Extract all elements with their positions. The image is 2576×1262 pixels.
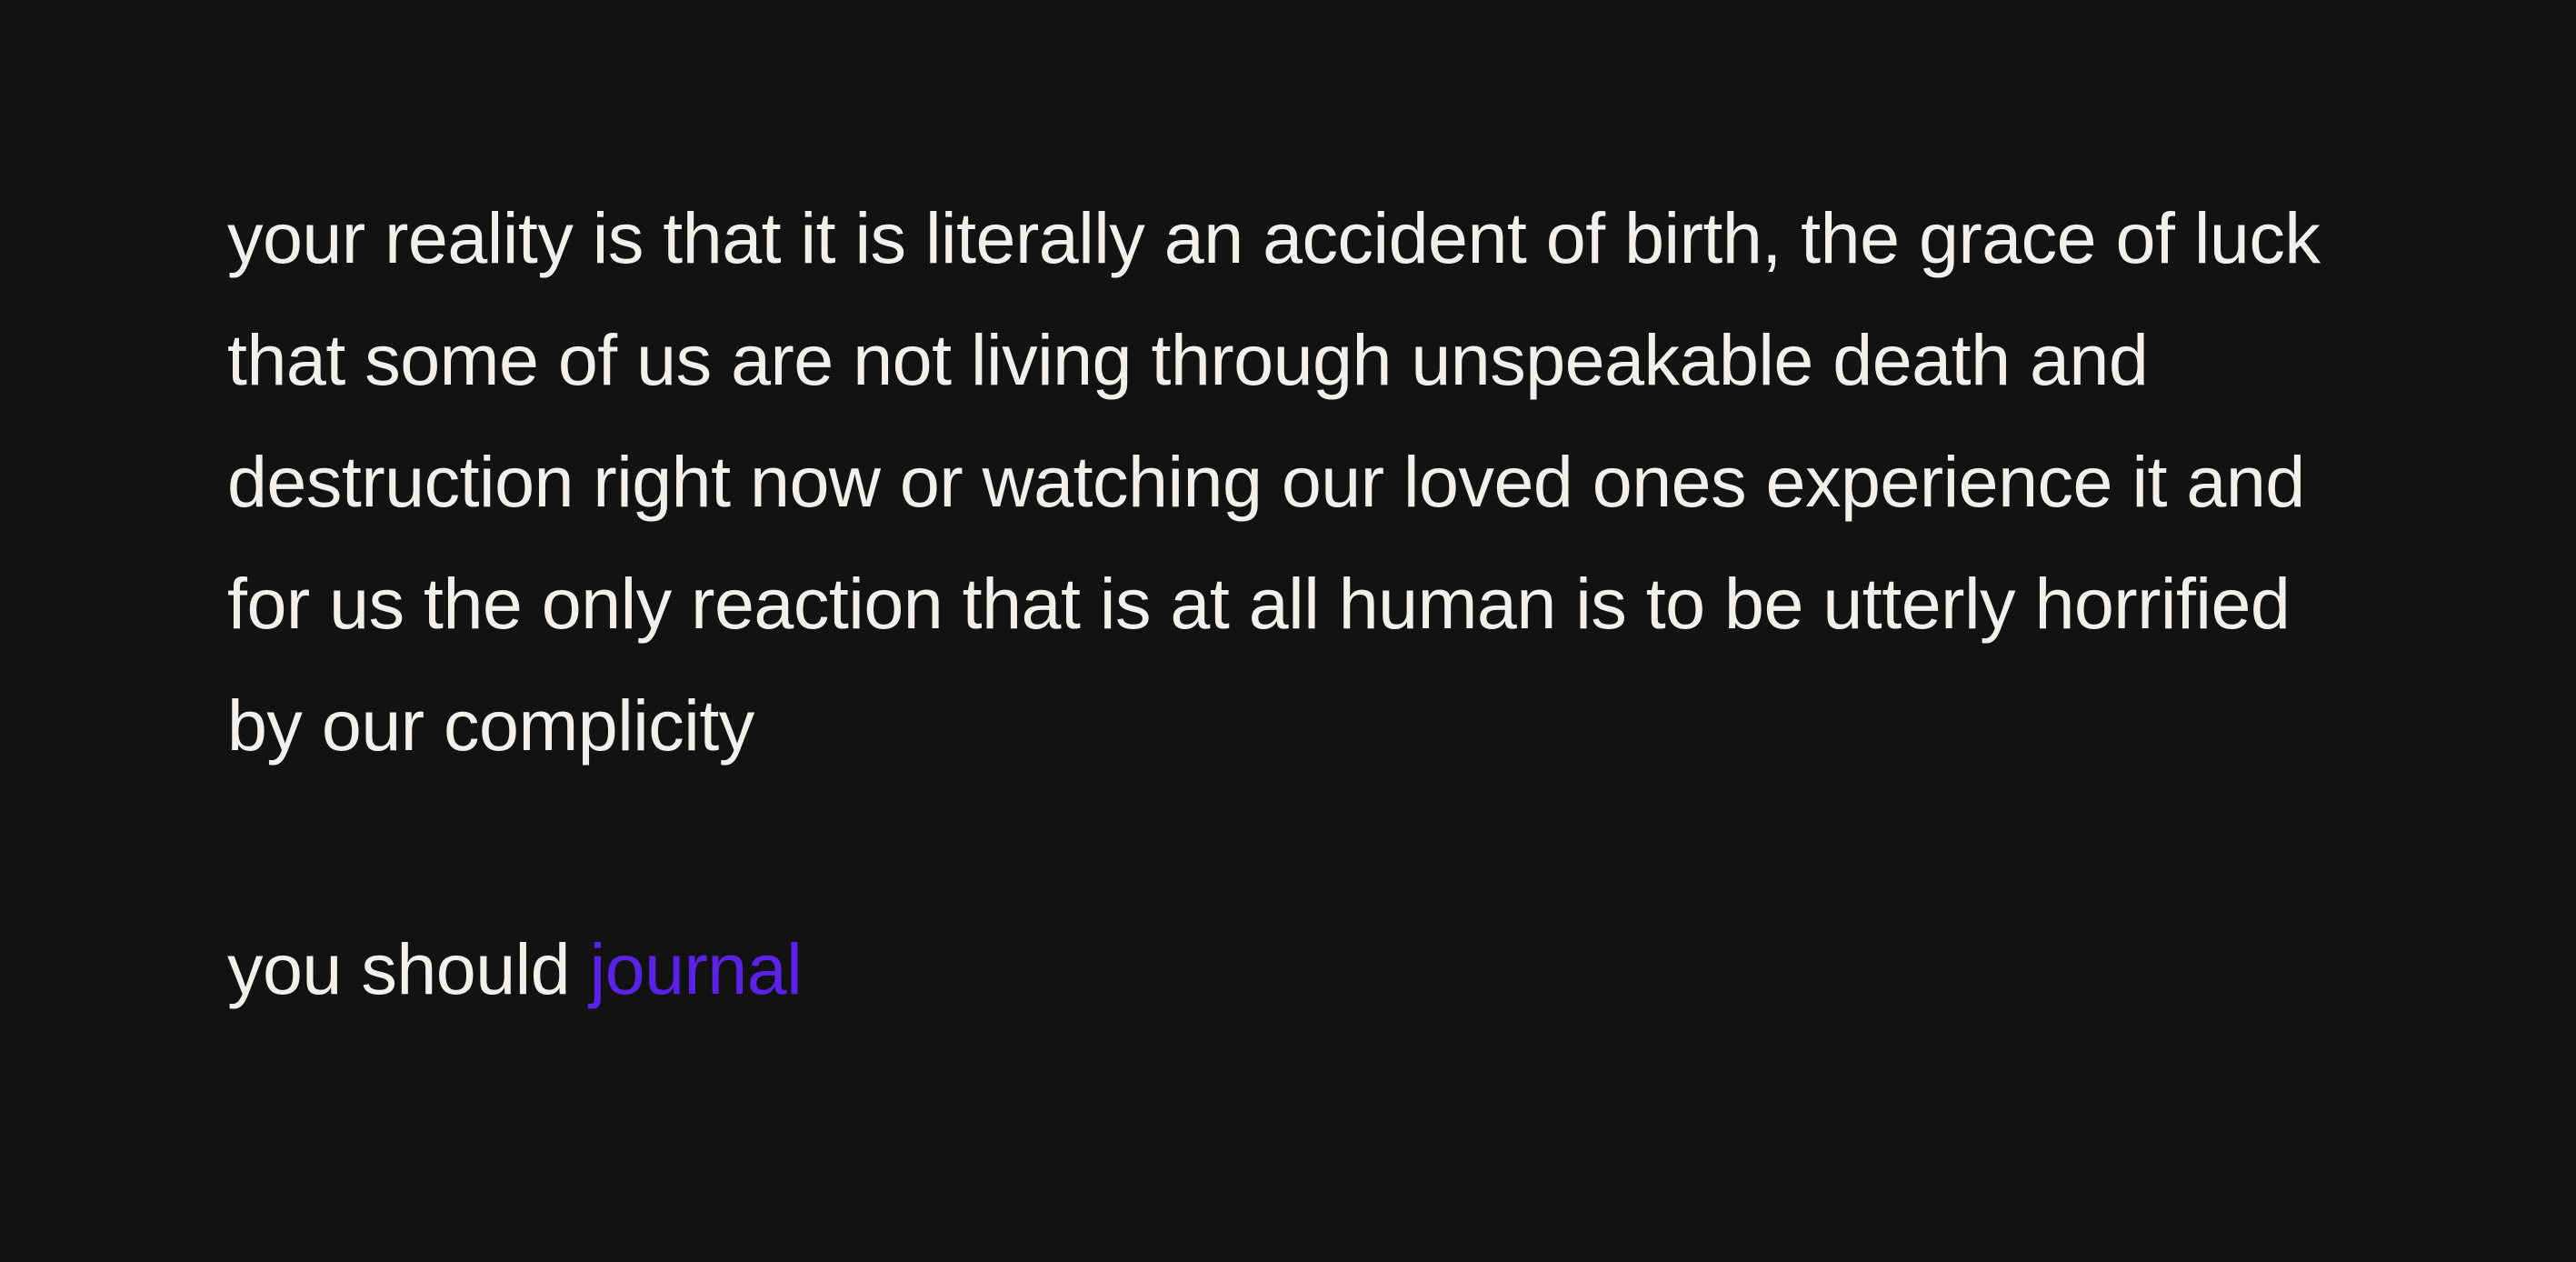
message-paragraph: [227, 177, 2576, 786]
message-line: for us the only reaction that is at all human is to be utterly horrified: [227, 563, 2291, 644]
message-line: by our complicity: [227, 685, 754, 766]
message-line: destruction right now or watching our loved ones experience it and: [227, 441, 2305, 522]
message-line: that some of us are not living through unspeakable death and: [227, 319, 2149, 400]
closing-prefix: you should: [227, 928, 590, 1009]
message-line: your reality is that it is literally an accident of birth, the grace of luck: [227, 197, 2321, 278]
journal-link[interactable]: journal: [589, 928, 803, 1009]
closing-line: [227, 908, 2576, 1030]
